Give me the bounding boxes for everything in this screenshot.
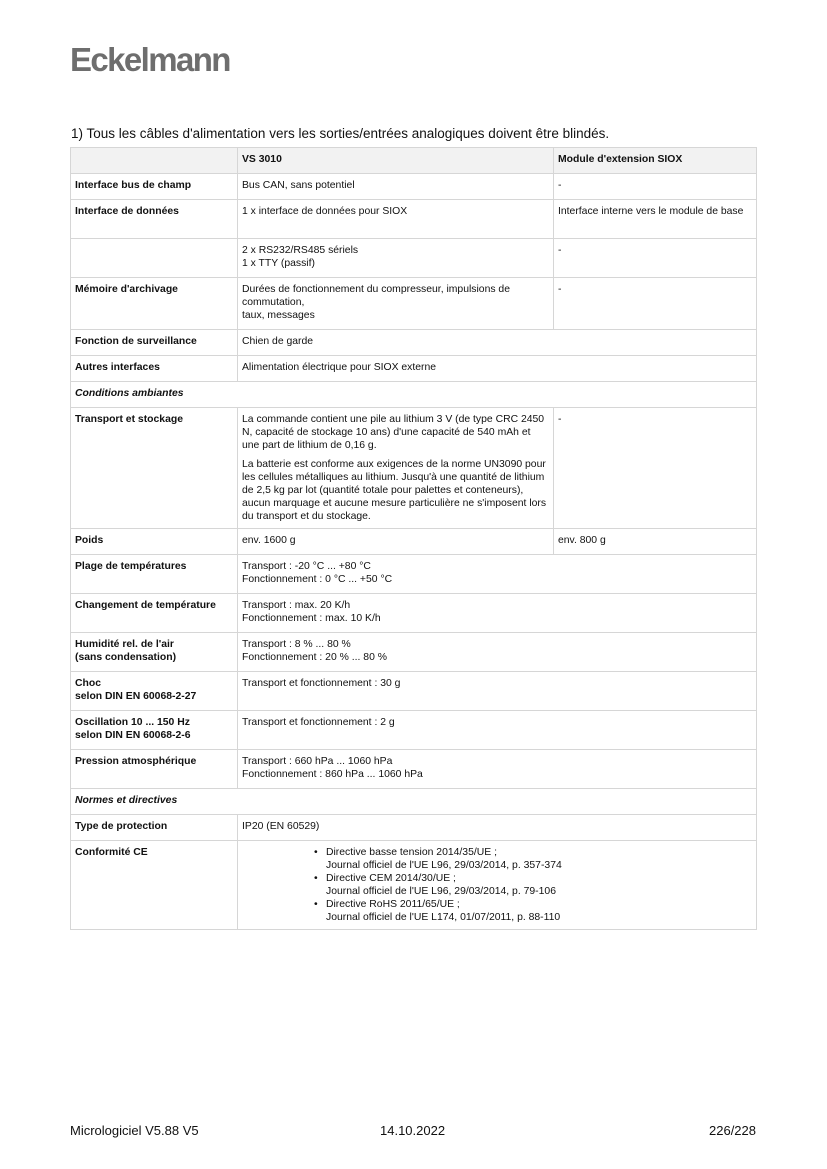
row-value-vs: 1 x interface de données pour SIOX bbox=[238, 200, 554, 239]
directive-title: • Directive basse tension 2014/35/UE ; bbox=[326, 847, 497, 858]
row-value: IP20 (EN 60529) bbox=[238, 815, 757, 841]
value-line: Fonctionnement : 20 % ... 80 % bbox=[242, 652, 387, 663]
row-value: Alimentation électrique pour SIOX externe bbox=[238, 356, 757, 382]
value-line: Fonctionnement : 0 °C ... +50 °C bbox=[242, 574, 393, 585]
list-item bbox=[242, 846, 752, 872]
list-item bbox=[242, 898, 752, 924]
row-label: Pression atmosphérique bbox=[71, 750, 238, 789]
row-value: Chien de garde bbox=[238, 330, 757, 356]
table-row bbox=[71, 330, 757, 356]
table-row bbox=[71, 672, 757, 711]
label-line: (sans condensation) bbox=[75, 652, 177, 663]
label-line: Humidité rel. de l'air bbox=[75, 639, 174, 650]
value-line: Transport : max. 20 K/h bbox=[242, 600, 351, 611]
row-label: Conformité CE bbox=[71, 841, 238, 930]
row-label: Transport et stockage bbox=[71, 408, 238, 529]
table-row bbox=[71, 529, 757, 555]
table-row bbox=[71, 555, 757, 594]
row-label bbox=[71, 239, 238, 278]
value-line: Transport : 8 % ... 80 % bbox=[242, 639, 351, 650]
row-value bbox=[238, 594, 757, 633]
value-line: taux, messages bbox=[242, 310, 315, 321]
row-value-siox: Interface interne vers le module de base bbox=[554, 200, 757, 239]
battery-paragraph: La commande contient une pile au lithium 3 V (de type CRC 2450 N, capacité de stockage 10 ans) d'une capacité de 540 mAh et une part de lithium de 0,16 g. bbox=[242, 414, 545, 451]
cable-shielding-note: 1) Tous les câbles d'alimentation vers les sorties/entrées analogiques doivent être blindés. bbox=[71, 126, 610, 141]
row-value-vs: Bus CAN, sans potentiel bbox=[238, 174, 554, 200]
page-footer bbox=[70, 1123, 756, 1141]
directive-title: • Directive CEM 2014/30/UE ; bbox=[326, 873, 456, 884]
value-line: Durées de fonctionnement du compresseur, impulsions de commutation, bbox=[242, 284, 510, 308]
table-row bbox=[71, 750, 757, 789]
directive-reference: Journal officiel de l'UE L96, 29/03/2014, p. 357-374 bbox=[326, 860, 562, 871]
label-line: Oscillation 10 ... 150 Hz bbox=[75, 717, 190, 728]
value-line: 1 x TTY (passif) bbox=[242, 258, 315, 269]
directive-reference: Journal officiel de l'UE L174, 01/07/2011, p. 88-110 bbox=[326, 912, 561, 923]
section-heading-ambient: Conditions ambiantes bbox=[71, 382, 757, 408]
list-item bbox=[242, 872, 752, 898]
header-siox: Module d'extension SIOX bbox=[554, 148, 757, 174]
firmware-version: Micrologiciel V5.88 V5 bbox=[70, 1123, 199, 1138]
row-label: Plage de températures bbox=[71, 555, 238, 594]
row-value bbox=[238, 555, 757, 594]
table-row bbox=[71, 594, 757, 633]
row-value-vs bbox=[238, 408, 554, 529]
page-number: 226/228 bbox=[709, 1123, 756, 1138]
label-line: selon DIN EN 60068-2-6 bbox=[75, 730, 191, 741]
label-line: Choc bbox=[75, 678, 101, 689]
table-row bbox=[71, 815, 757, 841]
ce-directive-list bbox=[242, 846, 752, 924]
row-label: Poids bbox=[71, 529, 238, 555]
value-line: 2 x RS232/RS485 sériels bbox=[242, 245, 359, 256]
value-line: Fonctionnement : max. 10 K/h bbox=[242, 613, 381, 624]
row-value-vs: env. 1600 g bbox=[238, 529, 554, 555]
row-value: Transport et fonctionnement : 2 g bbox=[238, 711, 757, 750]
header-empty-cell bbox=[71, 148, 238, 174]
header-vs3010: VS 3010 bbox=[238, 148, 554, 174]
table-row bbox=[71, 408, 757, 529]
row-value-siox: env. 800 g bbox=[554, 529, 757, 555]
row-label bbox=[71, 633, 238, 672]
company-logo: Eckelmann bbox=[70, 41, 230, 78]
row-label: Changement de température bbox=[71, 594, 238, 633]
row-label: Fonction de surveillance bbox=[71, 330, 238, 356]
row-label: Autres interfaces bbox=[71, 356, 238, 382]
document-date: 14.10.2022 bbox=[380, 1123, 446, 1138]
table-row bbox=[71, 174, 757, 200]
row-label: Type de protection bbox=[71, 815, 238, 841]
row-value-siox: - bbox=[554, 239, 757, 278]
row-value-vs bbox=[238, 239, 554, 278]
row-value-vs bbox=[238, 278, 554, 330]
table-header-row bbox=[71, 148, 757, 174]
row-label: Interface de données bbox=[71, 200, 238, 239]
value-line: Transport : -20 °C ... +80 °C bbox=[242, 561, 371, 572]
ce-directives-cell bbox=[238, 841, 757, 930]
row-value bbox=[238, 750, 757, 789]
technical-data-table bbox=[70, 147, 757, 930]
label-line: selon DIN EN 60068-2-27 bbox=[75, 691, 197, 702]
directive-reference: Journal officiel de l'UE L96, 29/03/2014, p. 79-106 bbox=[326, 886, 556, 897]
section-heading-standards: Normes et directives bbox=[71, 789, 757, 815]
table-row bbox=[71, 841, 757, 930]
table-row bbox=[71, 356, 757, 382]
row-value-siox: - bbox=[554, 174, 757, 200]
value-line: Transport : 660 hPa ... 1060 hPa bbox=[242, 756, 393, 767]
table-row bbox=[71, 633, 757, 672]
row-value-siox: - bbox=[554, 278, 757, 330]
table-row bbox=[71, 278, 757, 330]
table-row bbox=[71, 711, 757, 750]
row-value: Transport et fonctionnement : 30 g bbox=[238, 672, 757, 711]
table-row bbox=[71, 200, 757, 239]
table-row bbox=[71, 239, 757, 278]
battery-paragraph: La batterie est conforme aux exigences de la norme UN3090 pour les cellules métalliques au lithium. Jusqu'à une quantité de lithium de 2,5 kg par lot (quantité totale pour palettes et conteneurs), aucun marquage et aucune mesure particulière ne s'imposent lors du transport et du stockage. bbox=[242, 459, 547, 522]
section-row bbox=[71, 789, 757, 815]
section-row bbox=[71, 382, 757, 408]
directive-title: • Directive RoHS 2011/65/UE ; bbox=[326, 899, 460, 910]
row-value bbox=[238, 633, 757, 672]
row-label bbox=[71, 711, 238, 750]
row-label: Mémoire d'archivage bbox=[71, 278, 238, 330]
row-label bbox=[71, 672, 238, 711]
row-value-siox: - bbox=[554, 408, 757, 529]
value-line: Fonctionnement : 860 hPa ... 1060 hPa bbox=[242, 769, 423, 780]
row-label: Interface bus de champ bbox=[71, 174, 238, 200]
